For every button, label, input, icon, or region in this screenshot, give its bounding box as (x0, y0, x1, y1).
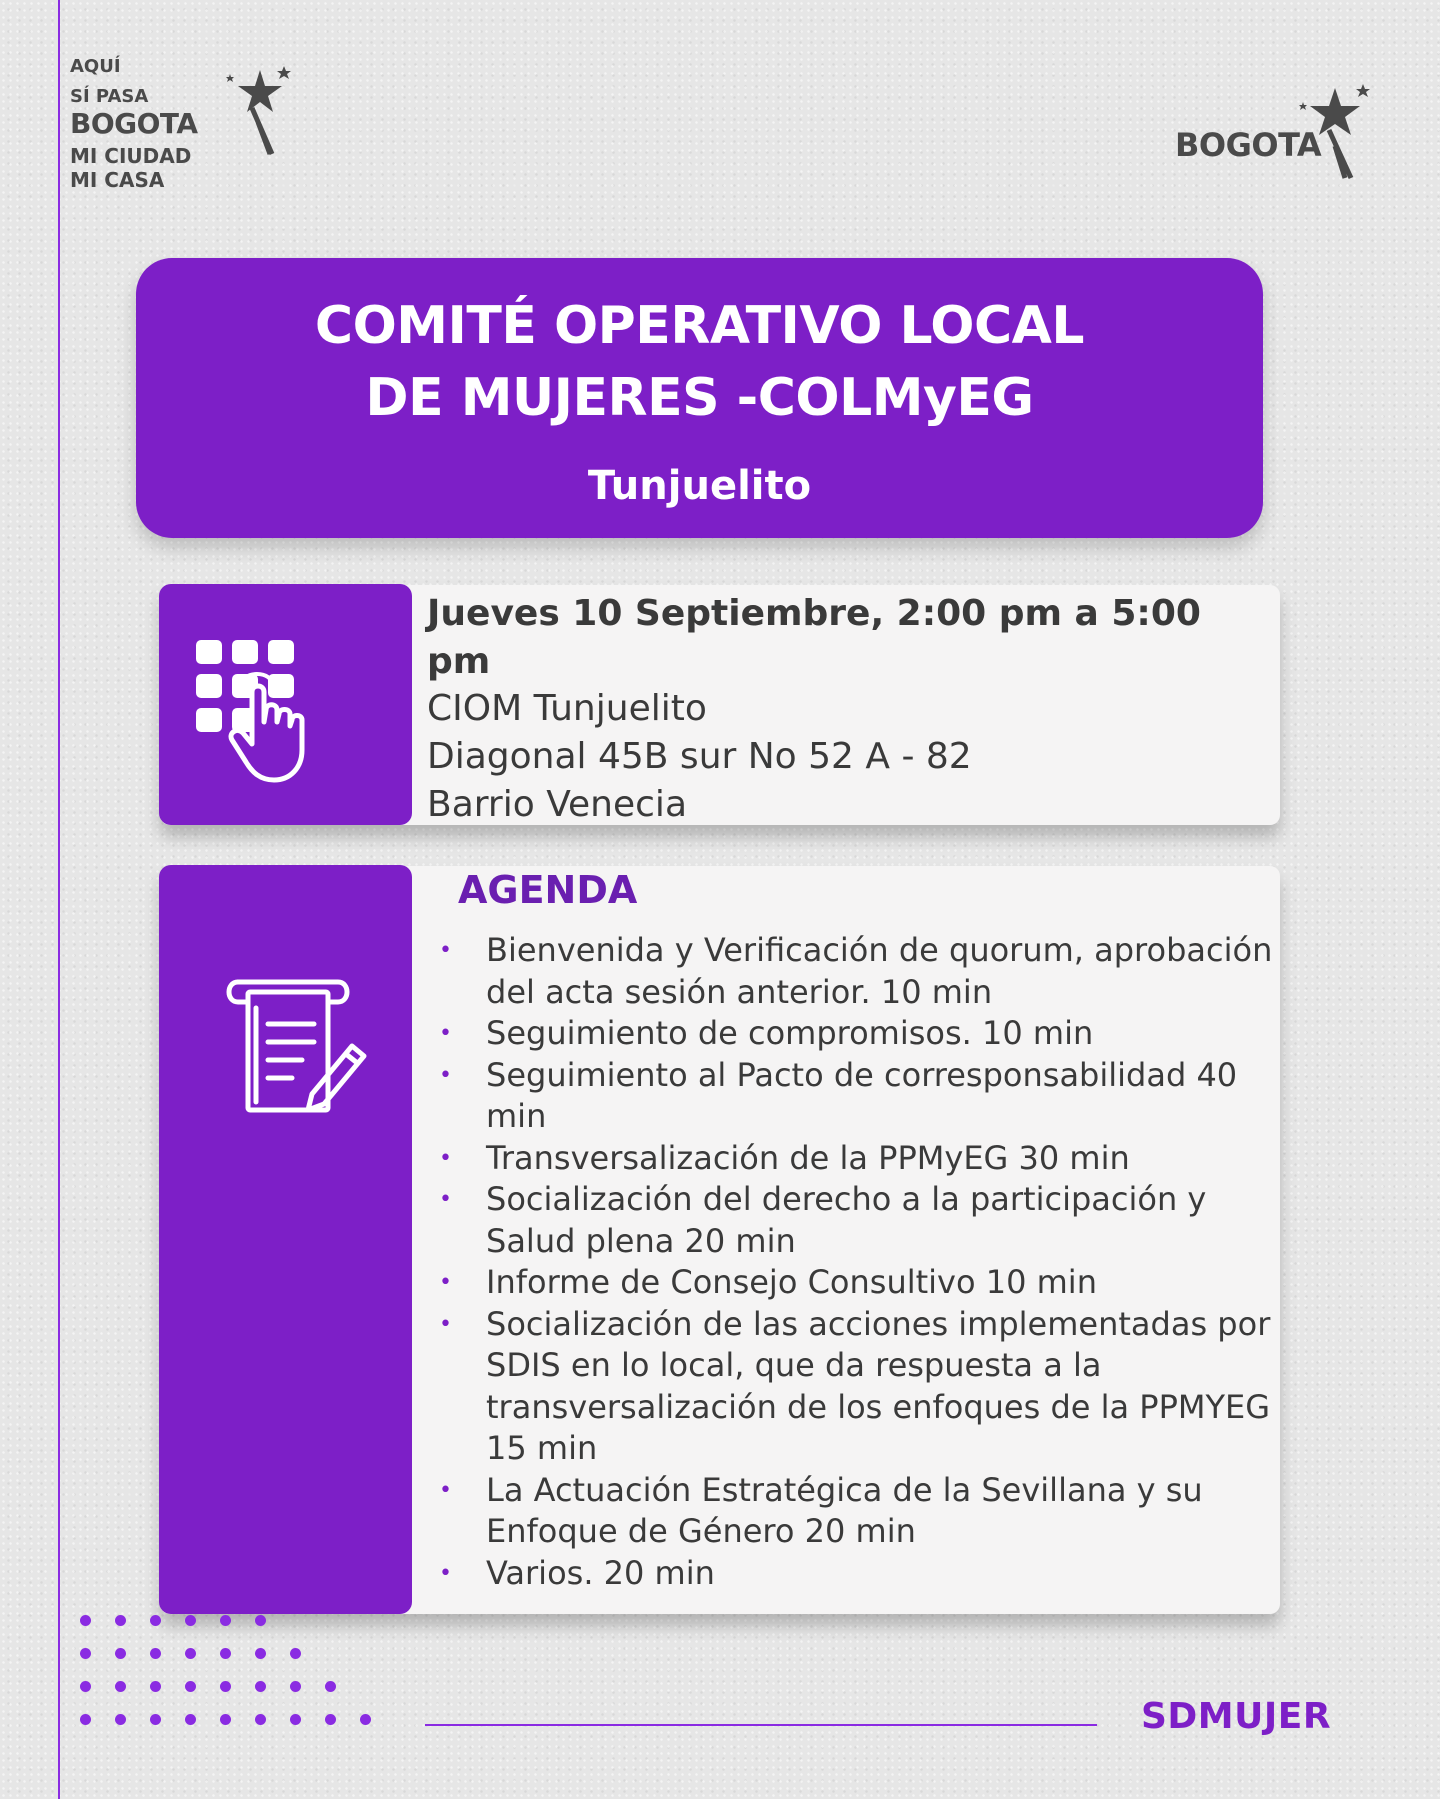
dot (220, 1648, 231, 1659)
bogota-logo (1175, 80, 1375, 180)
dot (255, 1648, 266, 1659)
agenda-item: • Seguimiento de compromisos. 10 min (439, 1014, 1094, 1052)
dot (325, 1681, 336, 1692)
dot (220, 1714, 231, 1725)
agenda-item: • Socialización de las acciones implementadas por SDIS en lo local, que da respuesta a la transversalización de los enfoques de la PPMYEG 15 min (439, 1304, 1271, 1467)
agenda-title: AGENDA (458, 868, 638, 912)
slogan-line-1: AQUÍ (70, 56, 121, 77)
dot (115, 1681, 126, 1692)
agenda-item: • La Actuación Estratégica de la Sevillana y su Enfoque de Género 20 min (439, 1470, 1203, 1550)
dot (115, 1714, 126, 1725)
title-line-2: DE MUJERES -COLMyEG (365, 368, 1034, 428)
dot (185, 1714, 196, 1725)
dot (115, 1615, 126, 1626)
agenda-item: • Varios. 20 min (439, 1553, 715, 1592)
dot (325, 1714, 336, 1725)
agenda-item: • Seguimiento al Pacto de corresponsabilidad 40 min (439, 1055, 1238, 1135)
dot (80, 1615, 91, 1626)
page-subtitle: Tunjuelito (587, 463, 812, 509)
dot (150, 1615, 161, 1626)
dot (150, 1681, 161, 1692)
agenda-item-text: Informe de Consejo Consultivo 10 min (486, 1263, 1097, 1301)
dot (290, 1648, 301, 1659)
dot (220, 1615, 231, 1626)
bogota-wordmark: BOGOTA (1175, 126, 1322, 164)
agenda-item-text: Transversalización de la PPMyEG 30 min (486, 1138, 1130, 1177)
dot (185, 1615, 196, 1626)
left-accent-line (58, 0, 60, 1799)
slogan-line-4: MI CIUDAD (70, 144, 192, 168)
footer-brand: SDMUJER (1141, 1696, 1332, 1737)
agenda-item: • Bienvenida y Verificación de quorum, aprobación del acta sesión anterior. 10 min (439, 931, 1273, 1011)
star-icon (200, 58, 300, 158)
decorative-dots (80, 1615, 380, 1745)
slogan-line-5: MI CASA (70, 168, 165, 192)
dot (185, 1648, 196, 1659)
page-title (136, 290, 1263, 434)
footer-divider (425, 1724, 1097, 1726)
dot (360, 1714, 371, 1725)
keypad-touch-icon (190, 630, 340, 790)
event-place: CIOM Tunjuelito (427, 688, 707, 729)
dot (220, 1681, 231, 1692)
agenda-item-text: Socialización del derecho a la participación y Salud plena 20 min (486, 1180, 1207, 1260)
agenda-item-text: Bienvenida y Verificación de quorum, aprobación del acta sesión anterior. 10 min (486, 931, 1273, 1011)
title-banner (136, 258, 1263, 538)
agenda-item-text: La Actuación Estratégica de la Sevillana y su Enfoque de Género 20 min (486, 1470, 1203, 1550)
agenda-item-text: Seguimiento de compromisos. 10 min (486, 1014, 1094, 1052)
star-icon (1285, 80, 1375, 180)
slogan-logo (70, 56, 270, 196)
event-neighborhood: Barrio Venecia (427, 784, 687, 825)
agenda-item: • Socialización del derecho a la participación y Salud plena 20 min (439, 1180, 1207, 1260)
agenda-item-text: Seguimiento al Pacto de corresponsabilidad 40 min (486, 1055, 1238, 1135)
slogan-line-3: BOGOTA (70, 107, 198, 140)
dot (80, 1714, 91, 1725)
event-address: Diagonal 45B sur No 52 A - 82 (427, 736, 972, 777)
dot (255, 1714, 266, 1725)
dot (255, 1681, 266, 1692)
agenda-item: • Informe de Consejo Consultivo 10 min (439, 1263, 1097, 1301)
agenda-item-text: Varios. 20 min (486, 1553, 715, 1592)
event-date-time: Jueves 10 Septiembre, 2:00 pm a 5:00 pm (427, 593, 1201, 682)
dot (185, 1681, 196, 1692)
agenda-item-text: Socialización de las acciones implementadas por SDIS en lo local, que da respuesta a la transversalización de los enfoques de la PPMYEG 15 min (486, 1304, 1271, 1467)
agenda-item: • Transversalización de la PPMyEG 30 min (439, 1138, 1130, 1177)
dot (80, 1681, 91, 1692)
document-pen-icon (218, 962, 378, 1122)
agenda-list (434, 930, 1274, 1594)
dot (290, 1681, 301, 1692)
dot (150, 1648, 161, 1659)
dot (255, 1615, 266, 1626)
dot (150, 1714, 161, 1725)
dot (80, 1648, 91, 1659)
dot (290, 1714, 301, 1725)
title-line-1: COMITÉ OPERATIVO LOCAL (314, 296, 1085, 356)
slogan-line-2: SÍ PASA (70, 86, 149, 107)
dot (115, 1648, 126, 1659)
